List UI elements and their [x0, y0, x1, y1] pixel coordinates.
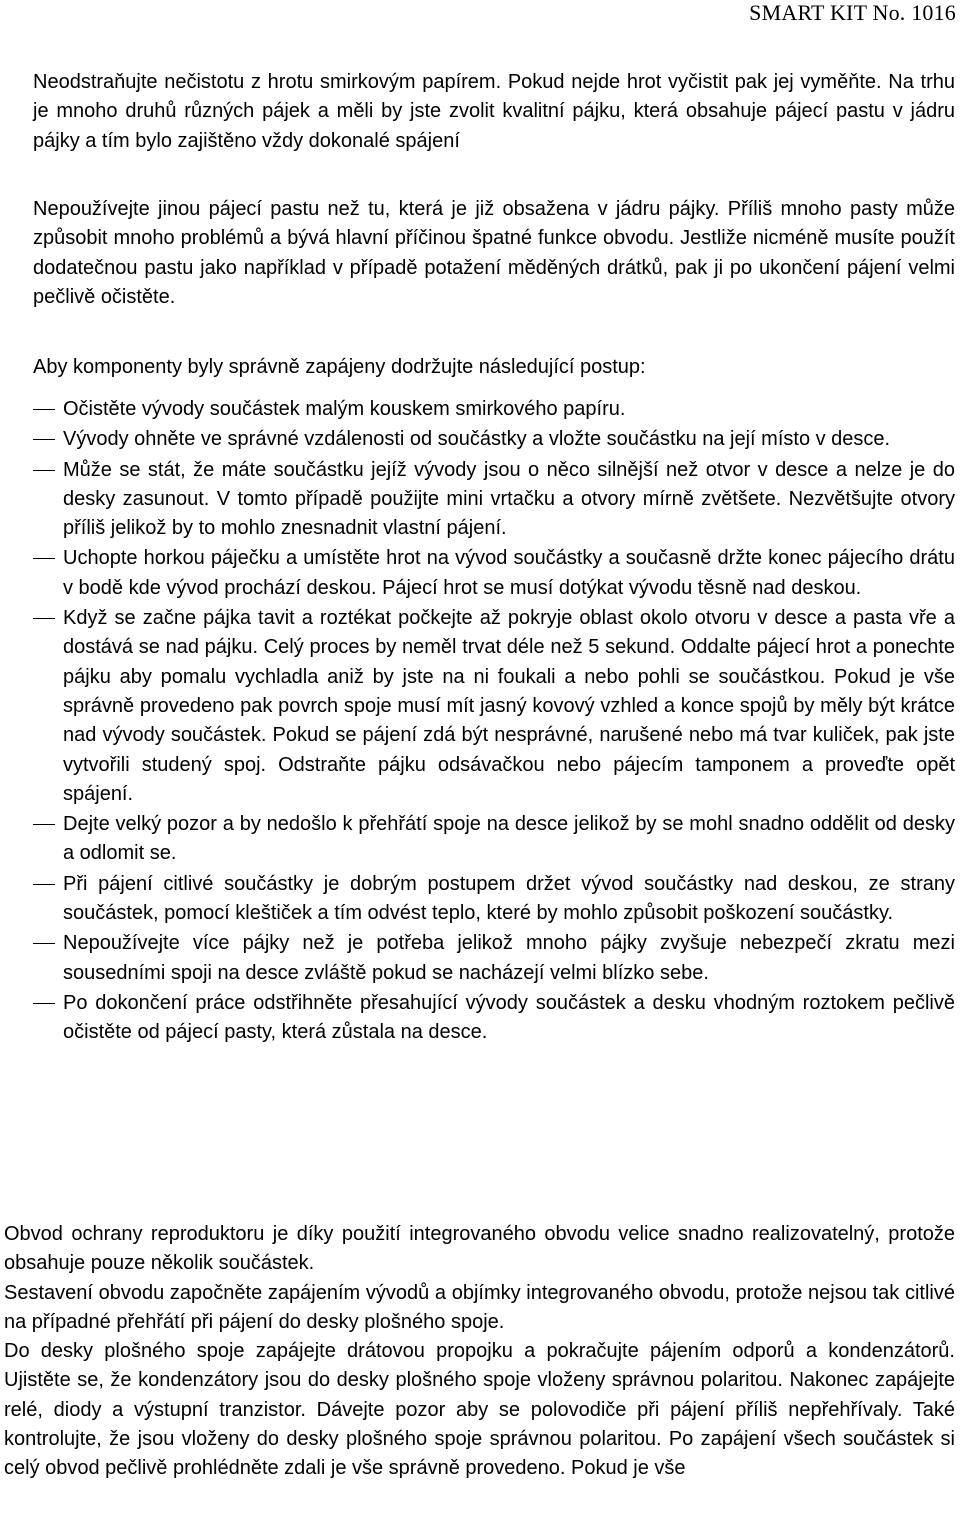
closing-paragraph-2: Sestavení obvodu započněte zapájením vývodů a objímky integrovaného obvodu, protože nejsou tak citlivé na případné přehřátí při pájení do desky plošného spoje. — [4, 1281, 955, 1333]
list-item-text: Po dokončení práce odstřihněte přesahující vývody součástek a desku vhodným roztokem pečlivě očistěte od pájecí pasty, která zůstala na desce. — [63, 991, 955, 1044]
list-item-text: Uchopte horkou páječku a umístěte hrot na vývod součástky a současně držte konec pájecího drátu v bodě kde vývod prochází deskou. Pájecí hrot se musí dotýkat vývodu těsně nad deskou. — [63, 547, 955, 599]
list-item — [33, 425, 955, 454]
dash-bullet-icon — [33, 884, 55, 885]
soldering-steps-list — [33, 395, 955, 1049]
list-item-text: Očistěte vývody součástek malým kouskem smirkového papíru. — [63, 398, 626, 420]
page-header: SMART KIT No. 1016 — [749, 0, 956, 25]
dash-bullet-icon — [33, 470, 55, 471]
list-item — [33, 810, 955, 869]
list-item — [33, 544, 955, 603]
list-item — [33, 989, 955, 1048]
list-item — [33, 395, 955, 424]
intro-paragraph-3: Aby komponenty byly správně zapájeny dodržujte následující postup: — [33, 356, 646, 378]
list-item — [33, 456, 955, 544]
dash-bullet-icon — [33, 618, 55, 619]
list-item-text: Když se začne pájka tavit a roztékat počkejte až pokryje oblast okolo otvoru v desce a pasta vře a dostává se nad pájku. Celý proces by neměl trvat déle než 5 sekund. Oddalte pájecí hrot a ponechte pájku aby pomalu vychladla aniž by jste na ni foukali a nebo pohli se součástkou. Pokud je vše správně provedeno pak povrch spoje musí mít jasný kovový vzhled a konce spojů by měly být krátce nad vývody součástek. Pokud se pájení zdá být nesprávné, narušené nebo má tvar kuliček, pak jste vytvořili studený spoj. Odstraňte pájku odsávačkou nebo pájecím tamponem a proveďte opět spájení. — [63, 607, 955, 805]
list-item — [33, 870, 955, 929]
dash-bullet-icon — [33, 943, 55, 944]
list-item-text: Při pájení citlivé součástky je dobrým postupem držet vývod součástky nad deskou, ze strany součástek, pomocí kleštiček a tím odvést teplo, které by mohlo způsobit poškození součástky. — [63, 872, 955, 925]
dash-bullet-icon — [33, 824, 55, 825]
dash-bullet-icon — [33, 1003, 55, 1004]
list-item-text: Vývody ohněte ve správné vzdálenosti od součástky a vložte součástku na její místo v desce. — [63, 428, 891, 451]
intro-paragraph-1: Neodstraňujte nečistotu z hrotu smirkovým papírem. Pokud nejde hrot vyčistit pak jej vyměňte. Na trhu je mnoho druhů různých pájek a měli by jste zvolit kvalitní pájku, která obsahuje pájecí pastu v jádru pájky a tím bylo zajištěno vždy dokonalé spájení — [33, 71, 955, 152]
closing-paragraph-1: Obvod ochrany reproduktoru je díky použití integrovaného obvodu velice snadno realizovatelný, protože obsahuje pouze několik součástek. — [4, 1223, 955, 1275]
closing-paragraph-3: Do desky plošného spoje zapájejte drátovou propojku a pokračujte pájením odporů a kondenzátorů. Ujistěte se, že kondenzátory jsou do desky plošného spoje vloženy správnou polaritou. Nakonec zapájejte relé, diody a výstupní tranzistor. Dávejte pozor aby se polovodiče při pájení příliš nepřehřívaly. Také kontrolujte, že jsou vloženy do desky plošného spoje správnou polaritou. Po zapájení všech součástek si celý obvod pečlivě prohlédněte zdali je vše správně provedeno. Pokud je vše — [4, 1340, 955, 1480]
list-item-text: Může se stát, že máte součástku jejíž vývody jsou o něco silnější než otvor v desce a nelze je do desky zasunout. V tomto případě použijte mini vrtačku a otvory mírně zvětšete. Nezvětšujte otvory příliš jelikož by to mohlo znesnadnit vlastní pájení. — [63, 458, 955, 540]
closing-section — [4, 1220, 955, 1484]
list-item-text: Nepoužívejte více pájky než je potřeba jelikož mnoho pájky zvyšuje nebezpečí zkratu mezi sousedními spoji na desce zvláště pokud se nacházejí velmi blízko sebe. — [63, 932, 955, 984]
list-item — [33, 604, 955, 809]
dash-bullet-icon — [33, 409, 55, 410]
list-item-text: Dejte velký pozor a by nedošlo k přehřátí spoje na desce jelikož by se mohl snadno oddělit od desky a odlomit se. — [63, 813, 955, 865]
dash-bullet-icon — [33, 439, 55, 440]
list-item — [33, 929, 955, 988]
dash-bullet-icon — [33, 558, 55, 559]
intro-paragraph-2: Nepoužívejte jinou pájecí pastu než tu, která je již obsažena v jádru pájky. Příliš mnoho pasty může způsobit mnoho problémů a bývá hlavní příčinou špatné funkce obvodu. Jestliže nicméně musíte použít dodatečnou pastu jako například v případě potažení měděných drátků, pak ji po ukončení pájení velmi pečlivě očistěte. — [33, 198, 955, 308]
